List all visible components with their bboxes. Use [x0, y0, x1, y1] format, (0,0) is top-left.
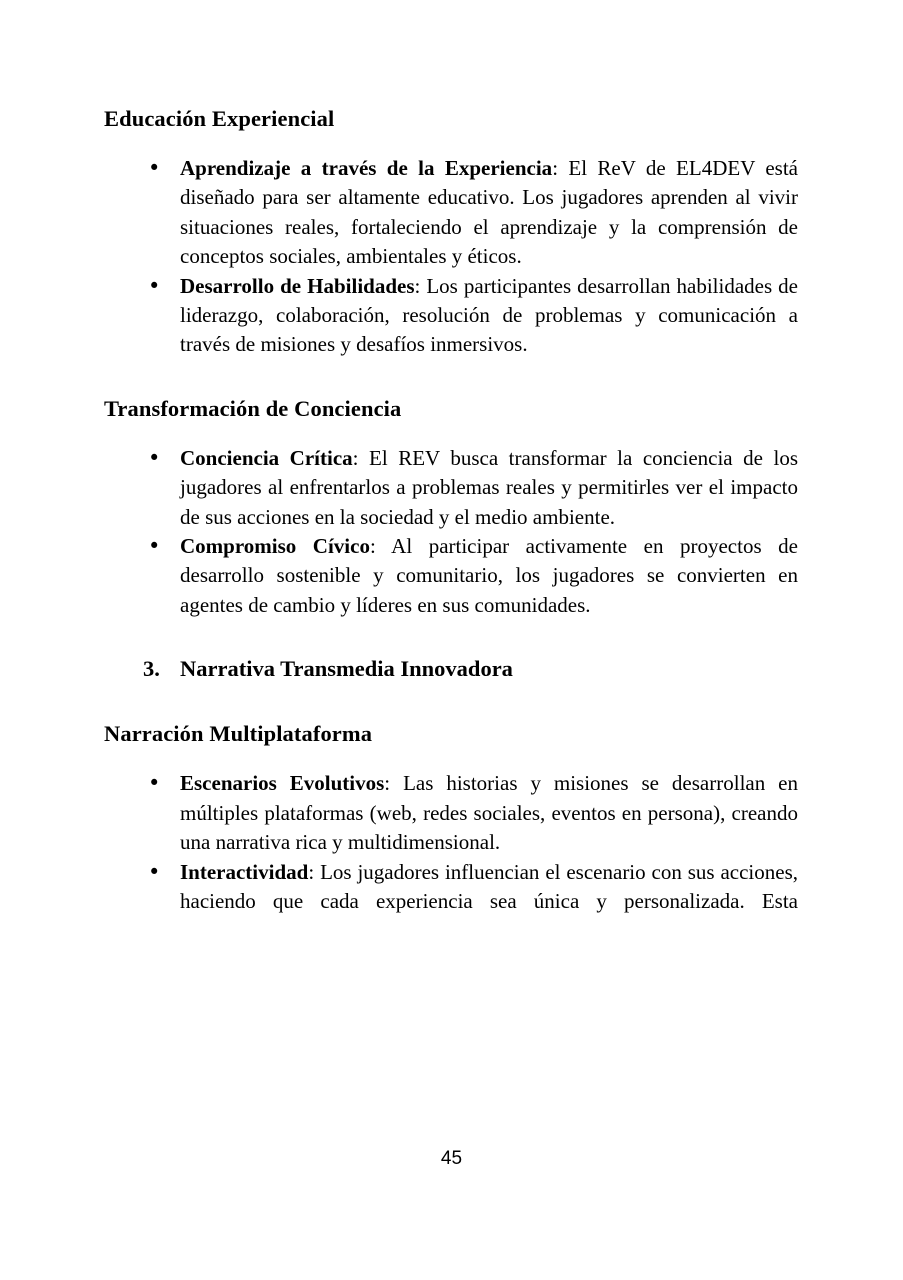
list-item [104, 858, 798, 917]
bullet-icon: • [148, 445, 161, 470]
list-item-body: Al participar activamente en proyectos de desarrollo sostenible y comunitario, los jugadores se convierten en agentes de cambio y líderes en sus comunidades. [180, 534, 798, 617]
list-item-term: Interactividad [180, 859, 309, 884]
list-item [104, 444, 798, 532]
list-item [104, 154, 798, 272]
numbered-heading-number: 3. [143, 656, 160, 682]
bullet-icon: • [148, 534, 161, 559]
bullet-icon: • [148, 859, 161, 884]
numbered-heading-text: Narrativa Transmedia Innovadora [180, 656, 513, 682]
bullet-list-transformacion-de-conciencia [104, 444, 798, 620]
list-item-separator: : [384, 771, 404, 796]
list-item-body: El REV busca transformar la conciencia de los jugadores al enfrentarlos a problemas reales y permitirles ver el impacto de sus acciones en la sociedad y el medio ambiente. [180, 445, 798, 529]
list-item-separator: : [369, 534, 392, 559]
numbered-heading-narrativa-transmedia [104, 654, 798, 683]
list-item-term: Compromiso Cívico [180, 534, 370, 559]
list-item [104, 769, 798, 857]
list-item-body: Los jugadores influencian el escenario con sus acciones, haciendo que cada experiencia sea única y personalizada. Esta [180, 859, 799, 913]
list-item [104, 532, 798, 620]
bullet-list-narracion-multiplataforma [104, 769, 798, 916]
bullet-icon: • [148, 771, 161, 796]
bullet-icon: • [148, 273, 161, 298]
list-item-term: Escenarios Evolutivos [180, 771, 385, 796]
list-item-term: Conciencia Crítica [180, 445, 353, 470]
list-item-body: Las historias y misiones se desarrollan en múltiples plataformas (web, redes sociales, eventos en persona), creando una narrativa rica y multidimensional. [180, 771, 798, 855]
bullet-list-educacion-experiencial [104, 154, 798, 360]
section-heading-educacion-experiencial: Educación Experiencial [104, 106, 335, 131]
list-item-body: Los participantes desarrollan habilidades de liderazgo, colaboración, resolución de problemas y comunicación a través de misiones y desafíos inmersivos. [180, 273, 798, 357]
list-item-separator: : [552, 156, 569, 180]
bullet-icon: • [148, 156, 161, 180]
section-heading-transformacion-de-conciencia: Transformación de Conciencia [104, 395, 402, 421]
list-item-term: Aprendizaje a través de la Experiencia [180, 156, 553, 180]
list-item-separator: : [308, 859, 321, 884]
page-number: 45 [440, 1148, 463, 1169]
section-heading-narracion-multiplataforma: Narración Multiplataforma [104, 721, 373, 747]
list-item-body: El ReV de EL4DEV está diseñado para ser altamente educativo. Los jugadores aprenden al vivir situaciones reales, fortaleciendo el aprendizaje y la comprensión de conceptos sociales, ambientales y éticos. [180, 156, 798, 269]
page-content [104, 104, 798, 916]
list-item-separator: : [414, 273, 427, 298]
list-item-term: Desarrollo de Habilidades [180, 273, 415, 298]
list-item-separator: : [352, 445, 370, 470]
list-item [104, 272, 798, 360]
